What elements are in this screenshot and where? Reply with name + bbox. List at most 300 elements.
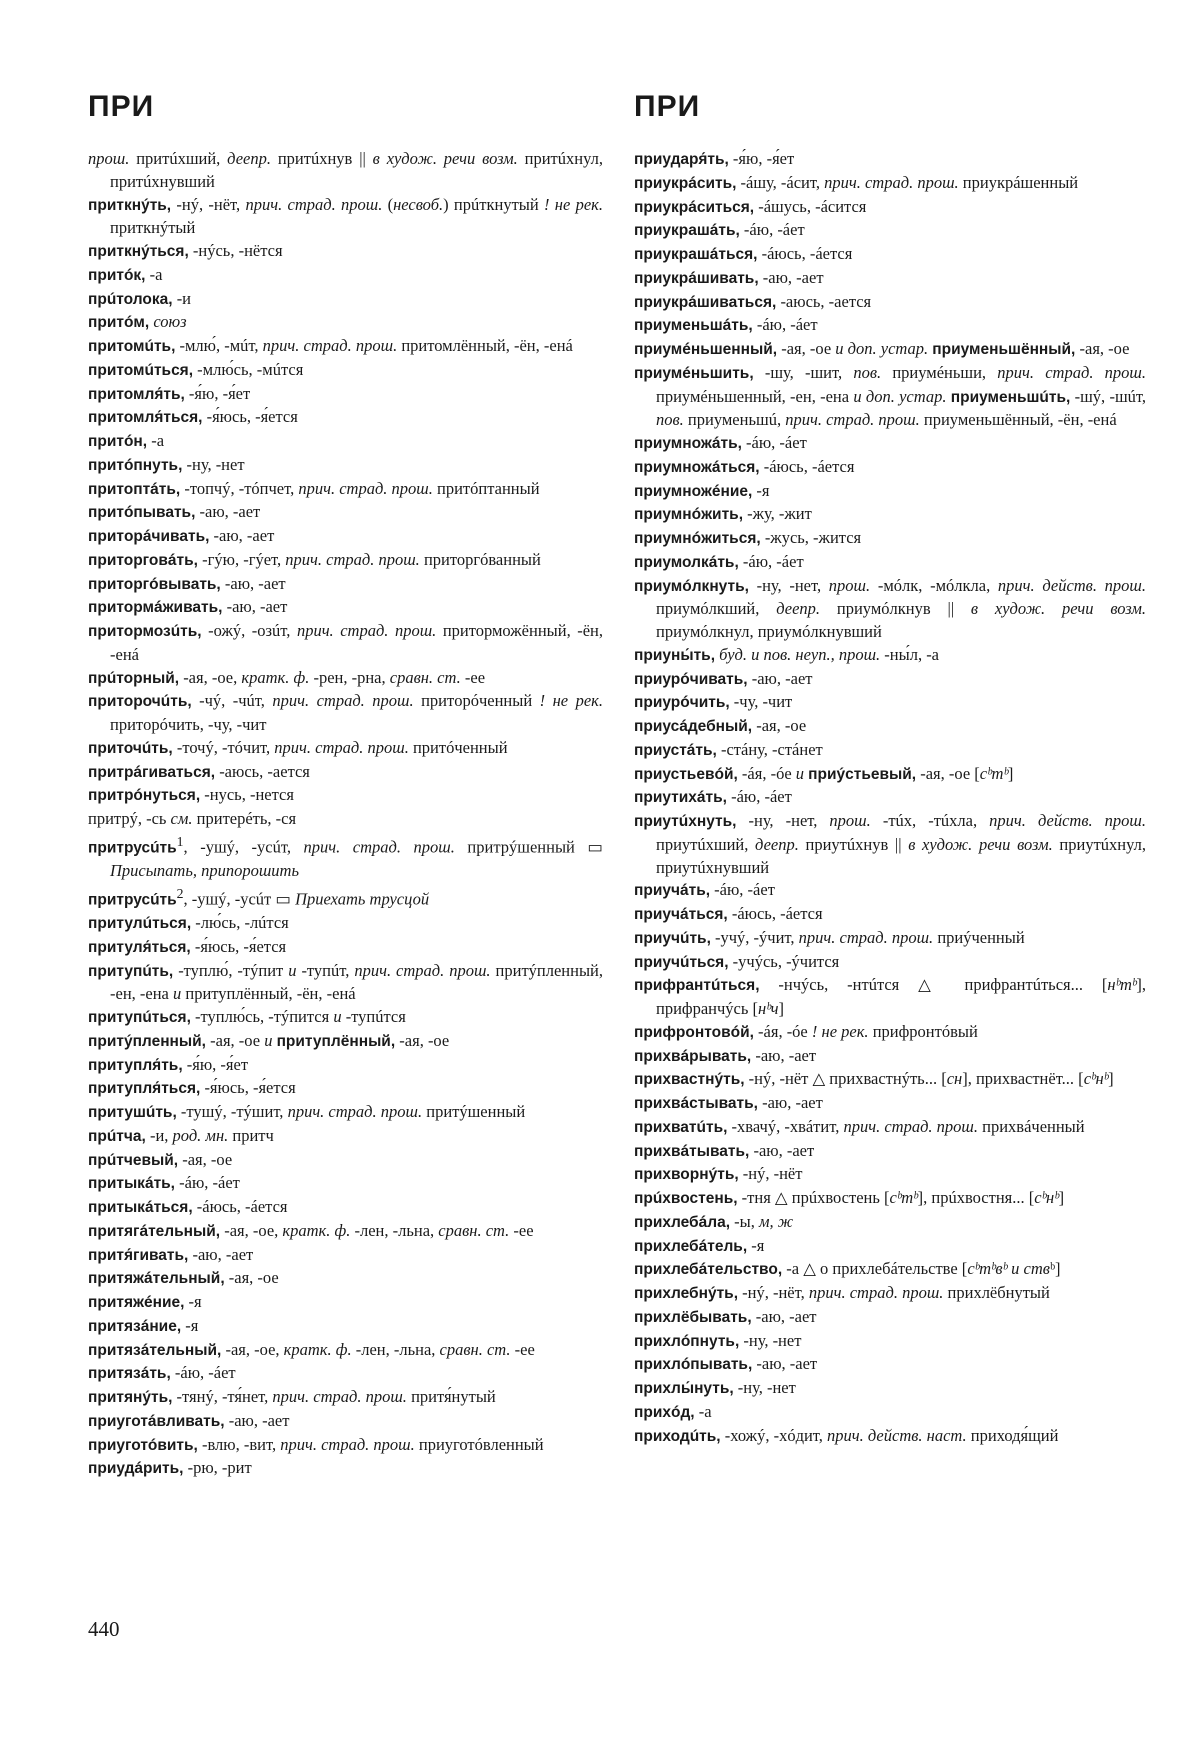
headword: притуплённый, bbox=[276, 1032, 396, 1050]
running-head-right: ПРИ bbox=[634, 90, 701, 123]
dictionary-entry bbox=[88, 1291, 603, 1315]
entry-text: приторгóванный bbox=[419, 549, 541, 569]
entry-text: -учýсь, -ýчится bbox=[728, 951, 840, 971]
entry-text: -нý, -нёт, bbox=[171, 194, 246, 214]
entry-text: -аю, -ает bbox=[195, 502, 261, 522]
entry-text: ], прихвастнёт... [ bbox=[962, 1069, 1084, 1089]
dictionary-entry bbox=[88, 288, 603, 312]
dictionary-entry bbox=[634, 763, 1146, 787]
headword: приумолкáть, bbox=[634, 553, 739, 571]
headword: приучúться, bbox=[634, 953, 729, 971]
dictionary-entry bbox=[634, 1187, 1146, 1211]
grammar-note: прич. страд. прош. bbox=[296, 621, 437, 640]
entry-text: приторможённый, -ён, -енá bbox=[110, 621, 603, 664]
dictionary-entry bbox=[88, 454, 603, 478]
entry-text: -учý, -ýчит, bbox=[710, 927, 799, 947]
grammar-note: прош. bbox=[88, 149, 130, 168]
entry-text: -аю, -ает bbox=[222, 597, 288, 617]
entry-text: -гýю, -гýет, bbox=[197, 549, 286, 569]
entry-text: -я bbox=[747, 1235, 765, 1255]
grammar-note: кратк. ф. bbox=[283, 1339, 352, 1359]
entry-text: -áюсь, -áется bbox=[727, 904, 823, 923]
grammar-note: прич. страд. прош. bbox=[997, 362, 1146, 382]
grammar-note: и bbox=[795, 763, 805, 783]
entry-text: притч bbox=[228, 1125, 274, 1145]
grammar-note: м, ж bbox=[758, 1211, 794, 1231]
dictionary-entry bbox=[634, 1163, 1146, 1187]
entry-text: прифронтóвый bbox=[868, 1021, 978, 1041]
grammar-note: сн bbox=[946, 1069, 963, 1089]
headword: приуменьшённый, bbox=[932, 341, 1076, 358]
entry-text: -áю, -áет bbox=[752, 315, 818, 335]
entry-text: ] bbox=[778, 999, 785, 1018]
dictionary-entry bbox=[88, 311, 603, 335]
grammar-note: и bbox=[173, 984, 182, 1004]
entry-text: приумóлкнул, приумóлкнувший bbox=[656, 622, 882, 641]
dictionary-entry bbox=[88, 1077, 603, 1101]
dictionary-entry bbox=[88, 1196, 603, 1220]
grammar-note: прич. страд. прош. bbox=[354, 960, 491, 980]
entry-text: -а bbox=[694, 1401, 712, 1421]
entry-text: -рен, -рна, bbox=[309, 667, 390, 687]
dictionary-entry bbox=[634, 432, 1146, 456]
grammar-note: нᵇч bbox=[758, 999, 779, 1018]
running-head-left: ПРИ bbox=[88, 90, 155, 123]
headword: приукрáшивать, bbox=[634, 269, 759, 287]
entry-text: ], прифранчýсь [ bbox=[656, 975, 1146, 1018]
headword: прихлебáтельство, bbox=[634, 1261, 783, 1279]
entry-text: -и bbox=[172, 288, 192, 308]
dictionary-entry bbox=[88, 596, 603, 620]
left-column bbox=[88, 148, 603, 1481]
headword: притóм, bbox=[88, 314, 150, 332]
headword: притормозúть, bbox=[88, 623, 202, 640]
grammar-note: нᵇmᵇ bbox=[1107, 975, 1137, 995]
dictionary-entry bbox=[634, 148, 1146, 172]
headword: притыкáть, bbox=[88, 1175, 175, 1193]
headword: прихвáрывать, bbox=[634, 1047, 752, 1065]
headword: прифрантúться, bbox=[634, 977, 760, 995]
grammar-note: прич. страд. прош. bbox=[272, 1387, 407, 1406]
dictionary-entry bbox=[634, 1068, 1146, 1092]
headword: приуготáвливать, bbox=[88, 1412, 225, 1430]
entry-text: -аю, -ает bbox=[224, 1410, 290, 1430]
headword: приумнóжить, bbox=[634, 506, 744, 524]
headword: прифронтовóй, bbox=[634, 1023, 754, 1041]
headword: приукрашáть, bbox=[634, 222, 740, 240]
dictionary-entry bbox=[88, 1434, 603, 1458]
entry-text: -нý, -нёт bbox=[738, 1164, 803, 1184]
dictionary-entry bbox=[634, 527, 1146, 551]
dictionary-entry bbox=[634, 1353, 1146, 1377]
entry-text: -шу, -шит, bbox=[753, 362, 854, 382]
headword: прихлóпывать, bbox=[634, 1356, 753, 1374]
dictionary-entry bbox=[634, 1306, 1146, 1330]
headword: прихвáтывать, bbox=[634, 1142, 750, 1160]
entry-text: -я bbox=[752, 480, 770, 500]
entry-text: -ая, -ое bbox=[777, 339, 836, 358]
entry-text: притoрóчить, -чу, -чит bbox=[110, 715, 267, 734]
grammar-note: прич. страд. прош. bbox=[287, 1102, 423, 1121]
dictionary-entry bbox=[634, 1377, 1146, 1401]
entry-text: притýшенный bbox=[422, 1102, 526, 1121]
entry-text: -жу, -жит bbox=[743, 504, 812, 524]
grammar-note: ! не рек. bbox=[539, 691, 603, 711]
entry-text: приутúхший, bbox=[656, 834, 756, 854]
dictionary-entry bbox=[634, 715, 1146, 739]
grammar-note: ! не рек. bbox=[543, 194, 603, 214]
headword: приукрáситься, bbox=[634, 198, 755, 216]
headword: притормáживать, bbox=[88, 599, 223, 617]
headword: приутúхнуть, bbox=[634, 813, 737, 830]
entry-text: -хвачý, -хвáтит, bbox=[727, 1116, 844, 1136]
dictionary-entry bbox=[88, 912, 603, 936]
grammar-note: деепр. bbox=[755, 834, 799, 854]
entry-text: -жусь, -жится bbox=[760, 528, 862, 547]
grammar-note: прич. страд. прош. bbox=[285, 549, 420, 569]
entry-text: -аю, -ает bbox=[757, 1093, 823, 1112]
entry-text: -нýсь, -нётся bbox=[188, 241, 283, 260]
entry-text: притúхнул, притúхнувший bbox=[110, 149, 603, 191]
headword: приумóлкнуть, bbox=[634, 577, 749, 595]
dictionary-entry bbox=[634, 786, 1146, 810]
entry-text: -ая, -ое bbox=[752, 716, 807, 735]
entry-text: приумóлкнув || bbox=[820, 599, 971, 619]
dictionary-entry bbox=[88, 808, 603, 831]
dictionary-entry bbox=[88, 240, 603, 264]
dictionary-entry bbox=[88, 501, 603, 525]
headword: притомúть, bbox=[88, 338, 176, 355]
headword: прихворнýть, bbox=[634, 1166, 739, 1184]
headword: притрáгиваться, bbox=[88, 763, 216, 781]
dictionary-entry bbox=[88, 406, 603, 430]
headword: приуготóвить, bbox=[88, 1436, 198, 1454]
grammar-note: прич. страд. прош. bbox=[303, 837, 455, 857]
entry-text: , -ушý, -усúт ▭ bbox=[183, 889, 296, 909]
entry-text: -аюсь, -ается bbox=[776, 291, 872, 311]
headword: притягáтельный, bbox=[88, 1222, 221, 1240]
entry-text: -я bbox=[181, 1315, 199, 1335]
grammar-note: прич. страд. прош. bbox=[245, 194, 383, 214]
entry-text: -я́ю, -я́ет bbox=[728, 149, 795, 168]
headword: притупля́ть, bbox=[88, 1056, 183, 1074]
dictionary-entry bbox=[634, 243, 1146, 267]
dictionary-entry bbox=[634, 1258, 1146, 1282]
dictionary-entry bbox=[88, 960, 603, 1007]
grammar-note: cᵇнᵇ bbox=[1034, 1188, 1059, 1207]
entry-text: -аю, -ает bbox=[220, 573, 286, 593]
entry-text: -ее bbox=[509, 1220, 534, 1240]
entry-text: -ая, -ое bbox=[1075, 339, 1130, 358]
headword: притомля́ть, bbox=[88, 385, 185, 403]
dictionary-entry bbox=[634, 951, 1146, 975]
entry-text: приткнýтый bbox=[110, 218, 196, 238]
headword: приторгóвывать, bbox=[88, 575, 221, 593]
entry-text: ] bbox=[1108, 1069, 1114, 1089]
dictionary-entry bbox=[634, 551, 1146, 575]
entry-text: -лю́сь, -лúтся bbox=[191, 913, 289, 932]
headword: притяжáтельный, bbox=[88, 1270, 225, 1288]
headword: приумнóжиться, bbox=[634, 530, 761, 547]
headword: притуля́ться, bbox=[88, 938, 191, 956]
entry-text: -лен, -льна, bbox=[351, 1339, 440, 1359]
dictionary-entry bbox=[634, 480, 1146, 504]
grammar-note: прич. страд. прош. bbox=[280, 1434, 415, 1454]
grammar-note: пов. bbox=[656, 410, 684, 430]
entry-text: -ну, -нет, bbox=[736, 811, 830, 830]
headword: прихлебáла, bbox=[634, 1213, 731, 1231]
page-number: 440 bbox=[88, 1617, 120, 1641]
dictionary-entry bbox=[634, 879, 1146, 903]
dictionary-entry bbox=[88, 478, 603, 502]
headword: прихлебнýть, bbox=[634, 1285, 739, 1302]
entry-text: притрý, -сь bbox=[88, 809, 171, 828]
entry-text: -чу, -чит bbox=[729, 692, 793, 712]
grammar-note: сравн. ст. bbox=[439, 1339, 511, 1359]
grammar-note: и доп. устар. bbox=[853, 386, 947, 406]
headword: приторочúть, bbox=[88, 693, 192, 711]
entry-text: -áю, -áет bbox=[739, 220, 805, 240]
entry-text: приутúхнул, приутúхнувший bbox=[656, 834, 1146, 877]
entry-text: ], прúхвостня... [ bbox=[917, 1188, 1035, 1207]
grammar-note: Приехать трусцой bbox=[295, 889, 430, 909]
dictionary-entry bbox=[88, 573, 603, 597]
dictionary-entry bbox=[88, 737, 603, 761]
headword: притупúть, bbox=[88, 962, 174, 980]
dictionary-entry bbox=[634, 810, 1146, 879]
entry-text: -áю, -áет bbox=[726, 787, 792, 807]
headword: прúтолока, bbox=[88, 290, 173, 308]
entry-text: -топчý, -тóпчет, bbox=[180, 478, 299, 498]
dictionary-entry bbox=[88, 1410, 603, 1434]
dictionary-entry bbox=[634, 267, 1146, 291]
grammar-note: в худож. речи возм. bbox=[970, 599, 1146, 619]
entry-text: -я́ю, -я́ет bbox=[182, 1054, 249, 1074]
entry-text: -аю, -ает bbox=[758, 267, 824, 287]
entry-text: 1 bbox=[176, 833, 184, 849]
headword: притрусúть bbox=[88, 839, 177, 857]
entry-text: -ая, -ое bbox=[178, 1149, 233, 1169]
headword: приучáться, bbox=[634, 906, 728, 923]
dictionary-entry bbox=[88, 383, 603, 407]
entry-text: -туплю́, -тýпит bbox=[173, 960, 289, 980]
entry-text: -áюсь, -áется bbox=[759, 456, 855, 476]
dictionary-entry bbox=[634, 739, 1146, 763]
entry-text: -ая, -ое, bbox=[221, 1339, 284, 1359]
headword: прихóд, bbox=[634, 1403, 695, 1421]
grammar-note: прич. страд. прош. bbox=[824, 172, 959, 192]
dictionary-entry bbox=[634, 1116, 1146, 1140]
headword: приустáть, bbox=[634, 741, 717, 759]
dictionary-entry bbox=[634, 338, 1146, 362]
dictionary-entry bbox=[634, 1211, 1146, 1235]
entry-text: притя́нутый bbox=[406, 1387, 496, 1406]
headword: приткнýть, bbox=[88, 196, 172, 214]
grammar-note: сравн. ст. bbox=[389, 667, 461, 687]
grammar-note: ! не рек. bbox=[811, 1021, 869, 1041]
entry-text: -ая, -ое [ bbox=[916, 763, 980, 783]
entry-text: -тупúтся bbox=[341, 1007, 406, 1026]
dictionary-entry bbox=[88, 936, 603, 960]
entry-text: -áя, -óе bbox=[737, 763, 796, 783]
grammar-note: несвоб. bbox=[393, 194, 444, 214]
entry-text: приходя́щий bbox=[966, 1425, 1059, 1445]
entry-text: 2 bbox=[176, 885, 184, 901]
entry-text: ) прúткнутый bbox=[443, 194, 544, 214]
dictionary-entry bbox=[88, 1315, 603, 1339]
dictionary-entry bbox=[634, 903, 1146, 927]
headword: притýпленный, bbox=[88, 1032, 206, 1050]
entry-text: -áю, -áет bbox=[741, 433, 807, 452]
headword: прихвáстывать, bbox=[634, 1095, 758, 1112]
dictionary-entry bbox=[88, 1386, 603, 1410]
entry-text: -тúх, -тúхла, bbox=[870, 811, 990, 830]
grammar-note: деепр. bbox=[227, 149, 271, 168]
entry-text: -ее bbox=[460, 667, 486, 687]
dictionary-entry bbox=[88, 549, 603, 573]
headword: прихватúть, bbox=[634, 1118, 728, 1136]
entry-text: -а bbox=[147, 431, 165, 450]
grammar-note: прич. страд. прош. bbox=[262, 336, 398, 355]
headword: приýстьевый, bbox=[808, 765, 917, 783]
headword: притязáтельный, bbox=[88, 1341, 222, 1359]
dictionary-entry bbox=[88, 1457, 603, 1481]
grammar-note: буд. и пов. неуп., прош. bbox=[719, 644, 881, 664]
entry-text: ( bbox=[382, 194, 394, 214]
headword: приходúть, bbox=[634, 1427, 721, 1445]
grammar-note: прич. страд. прош. bbox=[798, 927, 934, 947]
entry-text: -туплю́сь, -тýпится bbox=[190, 1007, 334, 1026]
entry-text: -áю, -áет bbox=[738, 551, 804, 571]
entry-text: -нчýсь, -нтúтся △ прифрантúться... [ bbox=[759, 975, 1108, 995]
entry-text: приуменьшú, bbox=[683, 410, 786, 430]
dictionary-entry bbox=[88, 148, 603, 194]
dictionary-entry bbox=[88, 1220, 603, 1244]
grammar-note: деепр. bbox=[776, 599, 821, 619]
entry-text: -аю, -ает bbox=[751, 1306, 817, 1326]
entry-text: -ожý, -озúт, bbox=[201, 621, 297, 640]
grammar-note: cᵇmᵇвᵇ и ств bbox=[967, 1259, 1050, 1279]
dictionary-entry bbox=[88, 359, 603, 383]
dictionary-entry bbox=[634, 172, 1146, 196]
headword: притязáть, bbox=[88, 1365, 171, 1383]
entry-text: притóченный bbox=[408, 737, 508, 757]
headword: притулúться, bbox=[88, 915, 192, 932]
grammar-note: кратк. ф. bbox=[282, 1220, 351, 1240]
entry-text: приуменьшённый, -ён, -енá bbox=[919, 410, 1117, 430]
headword: притянýть, bbox=[88, 1389, 173, 1406]
entry-text: -точý, -тóчит, bbox=[172, 737, 275, 757]
entry-text: ᵇ] bbox=[1049, 1259, 1061, 1279]
headword: приутихáть, bbox=[634, 789, 727, 807]
entry-text: приýченный bbox=[933, 927, 1025, 947]
entry-text: -аю, -ает bbox=[751, 1045, 817, 1065]
dictionary-entry bbox=[88, 1149, 603, 1173]
entry-text: -лен, -льна, bbox=[350, 1220, 439, 1240]
dictionary-entry bbox=[634, 196, 1146, 220]
headword: приуменьшúть, bbox=[950, 388, 1071, 406]
entry-text: -а bbox=[145, 264, 163, 284]
entry-text: -ну, -нет bbox=[733, 1378, 796, 1397]
headword: притомúться, bbox=[88, 361, 194, 379]
dictionary-entry bbox=[88, 1030, 603, 1054]
entry-text: -тушý, -тýшит, bbox=[176, 1102, 288, 1121]
dictionary-entry bbox=[634, 1021, 1146, 1045]
entry-text: -тупúт, bbox=[296, 960, 355, 980]
dictionary-entry bbox=[634, 362, 1146, 432]
grammar-note: прош. bbox=[828, 575, 871, 595]
entry-text: притúхнув || bbox=[271, 149, 373, 168]
entry-text: -мóлк, -мóлкла, bbox=[870, 575, 998, 595]
entry-text: приуготóвленный bbox=[414, 1434, 544, 1454]
dictionary-entry bbox=[634, 1235, 1146, 1259]
dictionary-entry bbox=[634, 691, 1146, 715]
dictionary-entry bbox=[88, 784, 603, 808]
headword: приудáрить, bbox=[88, 1460, 184, 1478]
headword: прихлебáтель, bbox=[634, 1237, 748, 1255]
entry-text: -ая, -ое, bbox=[179, 667, 242, 687]
grammar-note: род. мн. bbox=[172, 1125, 229, 1145]
entry-text: , -ушý, -усúт, bbox=[183, 837, 304, 857]
grammar-note: прич. страд. прош. bbox=[808, 1283, 944, 1302]
dictionary-entry bbox=[634, 575, 1146, 644]
dictionary-entry bbox=[88, 667, 603, 691]
headword: приумножáть, bbox=[634, 435, 742, 452]
entry-text: притoрóченный bbox=[413, 691, 540, 711]
entry-text: притуплённый, -ён, -енá bbox=[181, 984, 356, 1004]
entry-text: -а △ о прихлебáтельстве [ bbox=[782, 1259, 968, 1279]
grammar-note: прич. действ. наст. bbox=[827, 1425, 967, 1445]
entry-text: притомлённый, -ён, -енá bbox=[397, 336, 573, 355]
headword: приударя́ть, bbox=[634, 151, 729, 168]
headword: приучúть, bbox=[634, 929, 711, 947]
entry-text: -áюсь, -áется bbox=[757, 244, 853, 263]
entry-text: притрýшенный ▭ bbox=[454, 837, 603, 857]
grammar-note: прич. действ. прош. bbox=[989, 811, 1146, 830]
entry-text: притóптанный bbox=[432, 478, 540, 498]
entry-text: -влю, -вит, bbox=[197, 1434, 281, 1454]
dictionary-entry bbox=[88, 1172, 603, 1196]
dictionary-entry bbox=[88, 1101, 603, 1125]
entry-text: -аю, -ает bbox=[749, 1140, 815, 1160]
entry-text: ] bbox=[1058, 1188, 1065, 1207]
headword: прúтчевый, bbox=[88, 1151, 179, 1169]
dictionary-entry bbox=[88, 1267, 603, 1291]
dictionary-entry bbox=[88, 525, 603, 549]
entry-text: прихлёбнутый bbox=[943, 1283, 1050, 1302]
headword: приукрашáться, bbox=[634, 246, 758, 263]
dictionary-entry bbox=[88, 620, 603, 667]
grammar-note: прич. страд. прош. bbox=[274, 737, 409, 757]
grammar-note: cᵇmᵇ bbox=[979, 763, 1008, 783]
entry-text: -ая, -ое bbox=[395, 1030, 450, 1050]
entry-text: -áшусь, -áсится bbox=[754, 196, 867, 216]
grammar-note: и bbox=[333, 1007, 342, 1026]
dictionary-entry bbox=[88, 761, 603, 785]
dictionary-entry bbox=[88, 1244, 603, 1268]
dictionary-entry bbox=[634, 644, 1146, 668]
entry-text: -я́юсь, -я́ется bbox=[200, 1078, 296, 1098]
entry-text: -нý, -нёт △ прихвастнýть... [ bbox=[744, 1069, 947, 1089]
grammar-note: cᵇmᵇ bbox=[889, 1188, 918, 1207]
entry-text: -ны́л, -а bbox=[880, 644, 940, 664]
dictionary-entry bbox=[634, 1092, 1146, 1116]
entry-text: -ну, -нет bbox=[182, 454, 245, 474]
dictionary-entry bbox=[634, 1401, 1146, 1425]
entry-text: -аю, -ает bbox=[209, 526, 275, 545]
entry-text: -я bbox=[184, 1292, 202, 1311]
headword: приурóчивать, bbox=[634, 670, 748, 688]
